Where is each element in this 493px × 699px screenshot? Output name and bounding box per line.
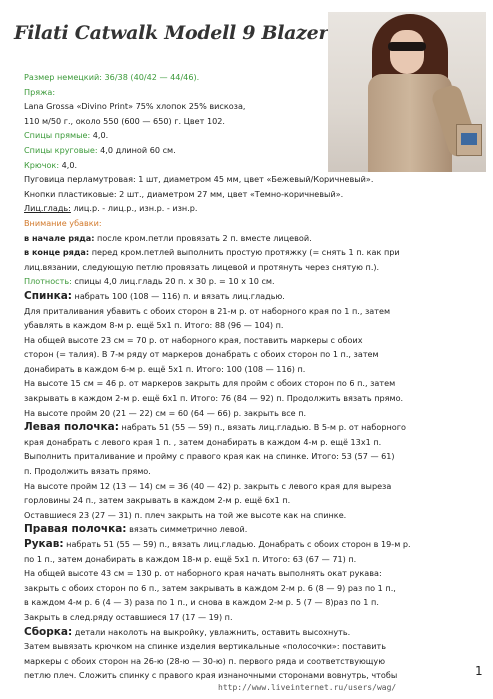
- label-straight-needles: Спицы прямые:: [24, 130, 91, 141]
- line-snaps: Кнопки пластиковые: 2 шт., диаметром 27 мм, цвет «Темно-коричневый».: [24, 188, 344, 199]
- line-yarn-amount: 110 м/50 г., около 550 (600 — 650) г. Цвет 102.: [24, 115, 225, 126]
- line-back-2: убавлять в каждом 8-м р. ещё 5х1 п. Итого: 88 (96 — 104) п.: [24, 320, 284, 331]
- line-back-7: закрывать в каждом 2-м р. ещё 6х1 п. Итого: 76 (84 — 92) п. Продолжить вязать прямо.: [24, 393, 404, 404]
- line-assembly: [24, 625, 454, 640]
- model-face: [390, 30, 424, 74]
- yarn-skein: [456, 124, 482, 156]
- line-left-2: Выполнить приталивание и пройму с правого края как на спинке. Итого: 53 (57 — 61): [24, 451, 395, 462]
- heading-assembly: Сборка:: [24, 625, 73, 638]
- label-yarn: Пряжа:: [24, 86, 56, 97]
- page-title: Filati Catwalk Modell 9 Blazer: [14, 22, 329, 44]
- line-sleeve-4: в каждом 4-м р. 6 (4 — 3) раза по 1 п., и снова в каждом 2-м р. 5 (7 — 8)раз по 1 п.: [24, 597, 379, 608]
- back-intro: набрать 100 (108 — 116) п. и вязать лиц.гладью.: [71, 290, 285, 301]
- line-back-5: донабирать в каждом 6-м р. ещё 5х1 п. Итого: 100 (108 — 116) п.: [24, 363, 306, 374]
- hook-value: 4,0.: [59, 159, 78, 170]
- line-back-6: На высоте 15 см = 46 р. от маркеров закрыть для пройм с обоих сторон по 6 п., затем: [24, 378, 396, 389]
- line-left-3: п. Продолжить вязать прямо.: [24, 466, 151, 477]
- line-yarn-desc: Lana Grossa «Divino Print» 75% хлопок 25% вискоза,: [24, 101, 246, 112]
- line-back-3: На общей высоте 23 см = 70 р. от наборного края, поставить маркеры с обоих: [24, 334, 363, 345]
- line-decrease-heading: [24, 216, 454, 231]
- line-left-6: Оставшиеся 23 (27 — 31) п. плеч закрыть на той же высоте как на спинке.: [24, 509, 347, 520]
- line-assembly-3: петлю плеч. Сложить спинку с правого края изнаночными сторонами вовнутрь, чтобы: [24, 670, 398, 681]
- line-sleeve-2: На общей высоте 43 см = 130 р. от наборного края начать выполнять окат рукава:: [24, 568, 382, 579]
- circular-needles-value: 4,0 длиной 60 см.: [97, 144, 176, 155]
- label-row-end: в конце ряда:: [24, 247, 90, 258]
- line-assembly-1: Затем вывязать крючком на спинке изделия вертикальные «полосочки»: поставить: [24, 641, 387, 652]
- line-hook: [24, 158, 454, 173]
- line-stockinette: [24, 201, 454, 216]
- line-left-4: На высоте пройм 12 (13 — 14) см = 36 (40 — 42) р. закрыть с левого края для выреза: [24, 480, 392, 491]
- line-gauge: [24, 274, 454, 289]
- line-back-1: Для приталивания убавить с обоих сторон в 21-м р. от наборного края по 1 п., затем: [24, 305, 391, 316]
- line-button: Пуговица перламутровая: 1 шт, диаметром 45 мм, цвет «Бежевый/Коричневый».: [24, 174, 374, 185]
- left-front-intro: набрать 51 (55 — 59) п., вязать лиц.гладью. В 5-м р. от наборного: [118, 422, 406, 433]
- line-size: [24, 70, 454, 85]
- line-sleeve: [24, 537, 454, 552]
- size-value: 36/38 (40/42 — 44/46).: [101, 72, 200, 82]
- line-sleeve-5: Закрыть в след.ряду оставшиеся 17 (17 — 19) п.: [24, 611, 233, 622]
- label-hook: Крючок:: [24, 159, 60, 170]
- label-row-start: в начале ряда:: [24, 232, 95, 243]
- line-row-start: [24, 231, 454, 246]
- line-yarn: [24, 85, 454, 100]
- label-stockinette: Лиц.гладь:: [24, 203, 71, 214]
- line-back-8: На высоте пройм 20 (21 — 22) см = 60 (64 — 66) р. закрыть все п.: [24, 407, 307, 418]
- label-size: Размер немецкий:: [24, 72, 102, 82]
- page-number: 1: [475, 664, 483, 678]
- line-circular-needles: [24, 143, 454, 158]
- line-straight-needles: [24, 128, 454, 143]
- assembly-intro: детали наколоть на выкройку, увлажнить, оставить высохнуть.: [72, 626, 351, 637]
- line-left-front: [24, 420, 454, 435]
- line-left-5: горловины 24 п., затем закрывать в каждом 2-м р. ещё 6х1 п.: [24, 495, 291, 506]
- line-assembly-2: маркеры с обоих сторон на 26-ю (28-ю — 30-ю) п. первого ряда и соответствующую: [24, 655, 386, 666]
- gauge-value: спицы 4,0 лиц.гладь 20 п. х 30 р. = 10 х 10 см.: [71, 276, 275, 287]
- line-right-front: [24, 522, 454, 537]
- label-decrease-note: Внимание убавки:: [24, 217, 102, 228]
- line-left-1: края донабрать с левого края 1 п. , затем донабирать в каждом 4-м р. ещё 13х1 п.: [24, 436, 382, 447]
- source-url: http://www.liveinternet.ru/users/wag/: [218, 683, 397, 692]
- line-sleeve-1: по 1 п., затем донабирать в каждом 18-м р. ещё 5х1 п. Итого: 63 (67 — 71) п.: [24, 553, 357, 564]
- heading-back: Спинка:: [24, 289, 72, 302]
- row-end-value: перед кром.петлей выполнить простую протяжку (= снять 1 п. как при: [89, 247, 400, 258]
- heading-sleeve: Рукав:: [24, 538, 64, 550]
- line-row-end: [24, 245, 454, 260]
- line-back: [24, 289, 454, 304]
- straight-needles-value: 4,0.: [90, 130, 109, 141]
- line-sleeve-3: закрыть с обоих сторон по 6 п., затем закрывать в каждом 2-м р. 6 (8 — 9) раз по 1 п.,: [24, 582, 396, 593]
- label-gauge: Плотность:: [24, 276, 72, 287]
- label-circular-needles: Спицы круговые:: [24, 144, 98, 155]
- pattern-text: [24, 70, 454, 683]
- heading-left-front: Левая полочка:: [24, 421, 119, 434]
- right-front-intro: вязать симметрично левой.: [126, 524, 248, 535]
- sleeve-intro: набрать 51 (55 — 59) п., вязать лиц.гладью. Донабрать с обоих сторон в 19-м р.: [63, 539, 411, 549]
- line-row-end-cont: лиц.вязании, следующую петлю провязать лицевой и протянуть через снятую п.).: [24, 261, 380, 272]
- heading-right-front: Правая полочка:: [24, 523, 127, 536]
- yarn-label: [461, 133, 477, 145]
- line-back-4: сторон (= талия). В 7-м ряду от маркеров донабрать с обоих сторон по 1 п., затем: [24, 349, 379, 360]
- row-start-value: после кром.петли провязать 2 п. вместе лицевой.: [94, 232, 312, 243]
- stockinette-value: лиц.р. - лиц.р., изн.р. - изн.р.: [70, 203, 198, 214]
- sunglasses: [388, 42, 426, 51]
